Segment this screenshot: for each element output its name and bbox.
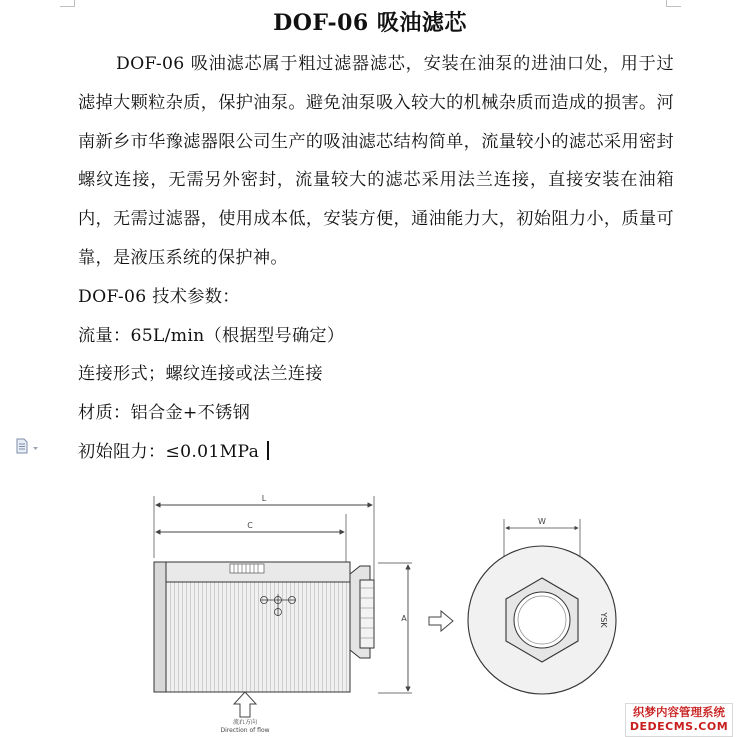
watermark-line1: 织梦内容管理系统	[633, 705, 725, 719]
text-cursor	[267, 441, 269, 460]
param-resistance[interactable]: 初始阻力：≤0.01MPa	[78, 441, 260, 462]
watermark-badge	[625, 703, 733, 737]
flow-label-cn: 流れ方向	[232, 719, 258, 726]
filter-end-view	[468, 517, 616, 694]
filter-technical-drawing	[146, 488, 636, 737]
document-body[interactable]	[78, 45, 674, 472]
dim-c-label: C	[247, 521, 253, 530]
document-icon[interactable]	[15, 438, 41, 454]
flow-label-en: Direction of flow	[220, 727, 270, 734]
param-flow[interactable]: 流量：65L/min（根据型号确定）	[78, 325, 345, 346]
hex-marking: YSK	[599, 612, 608, 628]
flow-arrow-icon	[234, 692, 256, 717]
dim-a-label: A	[401, 614, 407, 623]
dropdown-arrow-icon	[33, 447, 38, 450]
param-connection[interactable]: 连接形式；螺纹连接或法兰连接	[78, 364, 323, 385]
param-material[interactable]: 材质：铝合金+不锈钢	[78, 403, 251, 424]
dim-l-label: L	[261, 494, 267, 503]
description-paragraph[interactable]: DOF-06 吸油滤芯属于粗过滤器滤芯，安装在油泵的进油口处，用于过滤掉大颗粒杂质，保护油泵。避免油泵吸入较大的机械杂质而造成的损害。河南新乡市华豫滤器限公司生产的吸油滤芯结构简单，流量较小的滤芯采用密封螺纹连接，无需另外密封，流量较大的滤芯采用法兰连接，直接安装在油箱内，无需过滤器，使用成本低，安装方便，通油能力大，初始阻力小，质量可靠，是液压系统的保护神。	[78, 54, 674, 268]
param-resistance-line[interactable]	[78, 433, 674, 472]
right-arrow-icon	[429, 611, 453, 631]
filter-side-view	[154, 562, 374, 692]
watermark-line2: DEDECMS.COM	[629, 720, 729, 733]
dim-w-label: W	[538, 517, 546, 526]
params-heading[interactable]: DOF-06 技术参数：	[78, 286, 240, 307]
document-title[interactable]: DOF-06 吸油滤芯	[273, 10, 467, 36]
